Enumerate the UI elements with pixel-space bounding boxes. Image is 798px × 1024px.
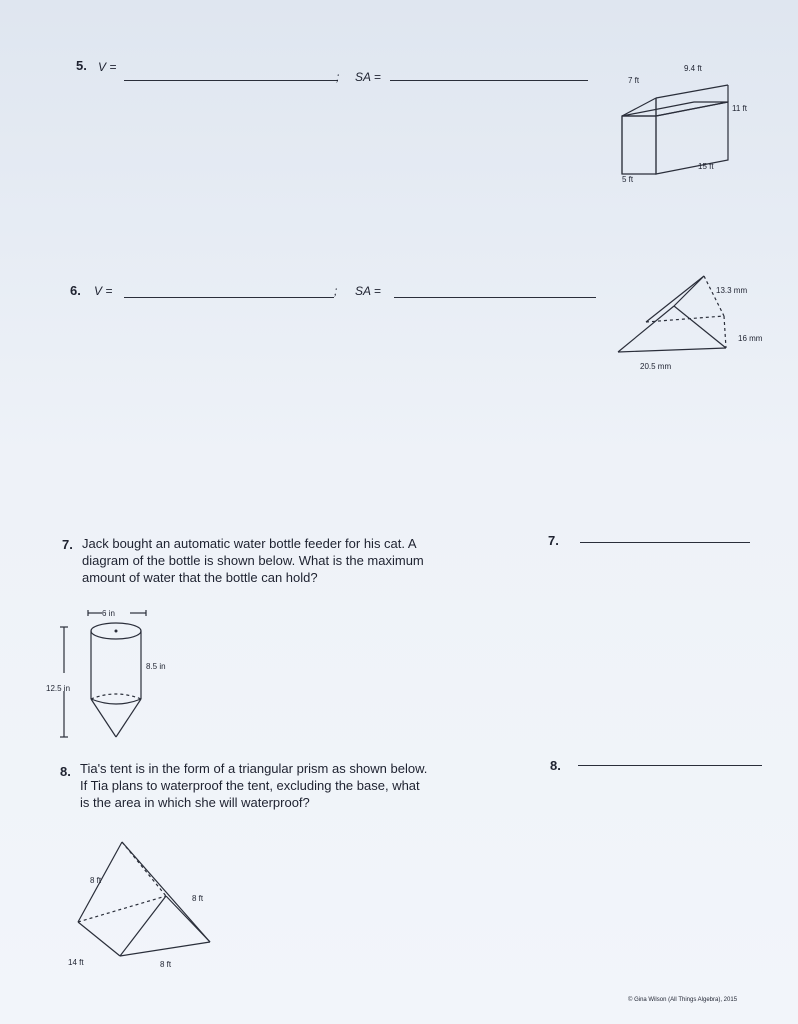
tri-prism-dim-13-3: 13.3 mm [716,286,748,295]
tent-dim-8-left: 8 ft [90,876,102,885]
problem-7-answer-number: 7. [548,533,559,548]
bottle-dim-12-5: 12.5 in [46,684,71,693]
tri-prism-dim-20-5: 20.5 mm [640,362,672,371]
problem-7-number: 7. [62,537,73,552]
problem-8-answer-blank[interactable] [578,765,762,766]
problem-6-separator: ; [334,284,338,298]
bottle-dim-6: 6 in [102,609,115,618]
problem-6-surface-area-blank[interactable] [394,297,596,298]
problem-5-separator: ; [336,70,340,84]
problem-6-surface-area-label: SA = [355,284,381,298]
copyright-footer: © Gina Wilson (All Things Algebra), 2015 [628,997,738,1003]
problem-5-surface-area-blank[interactable] [390,80,588,81]
prism-dim-9-4: 9.4 ft [684,64,702,73]
problem-6-number: 6. [70,283,81,298]
problem-6-volume-label: V = [94,284,113,298]
problem-7-text: Jack bought an automatic water bottle feeder for his cat. A diagram of the bottle is shown below. What is the maximum amount of water that the bottle can hold? [82,536,424,585]
problem-7-answer-blank[interactable] [580,542,750,543]
tent-dim-8-right: 8 ft [192,894,204,903]
problem-5-volume-blank[interactable] [124,80,338,81]
tent-dim-8-bottom: 8 ft [160,960,172,969]
problem-5-surface-area-label: SA = [355,70,381,84]
prism-dim-5: 5 ft [622,175,634,184]
prism-dim-15: 15 ft [698,162,714,171]
triangular-prism-diagram [612,270,752,360]
problem-5-number: 5. [76,58,87,73]
prism-dim-7: 7 ft [628,76,640,85]
prism-dim-11: 11 ft [732,104,747,113]
water-bottle-diagram [56,605,186,745]
problem-5-volume-label: V = [98,60,117,74]
problem-8-text: Tia's tent is in the form of a triangular prism as shown below. If Tia plans to waterproof the tent, excluding the base, what is the area in which she will waterproof? [80,761,428,810]
tri-prism-dim-16: 16 mm [738,334,763,343]
bottle-dim-8-5: 8.5 in [146,662,166,671]
problem-8-answer-number: 8. [550,758,561,773]
problem-6-volume-blank[interactable] [124,297,334,298]
problem-8-number: 8. [60,764,71,779]
tent-dim-14: 14 ft [68,958,84,967]
